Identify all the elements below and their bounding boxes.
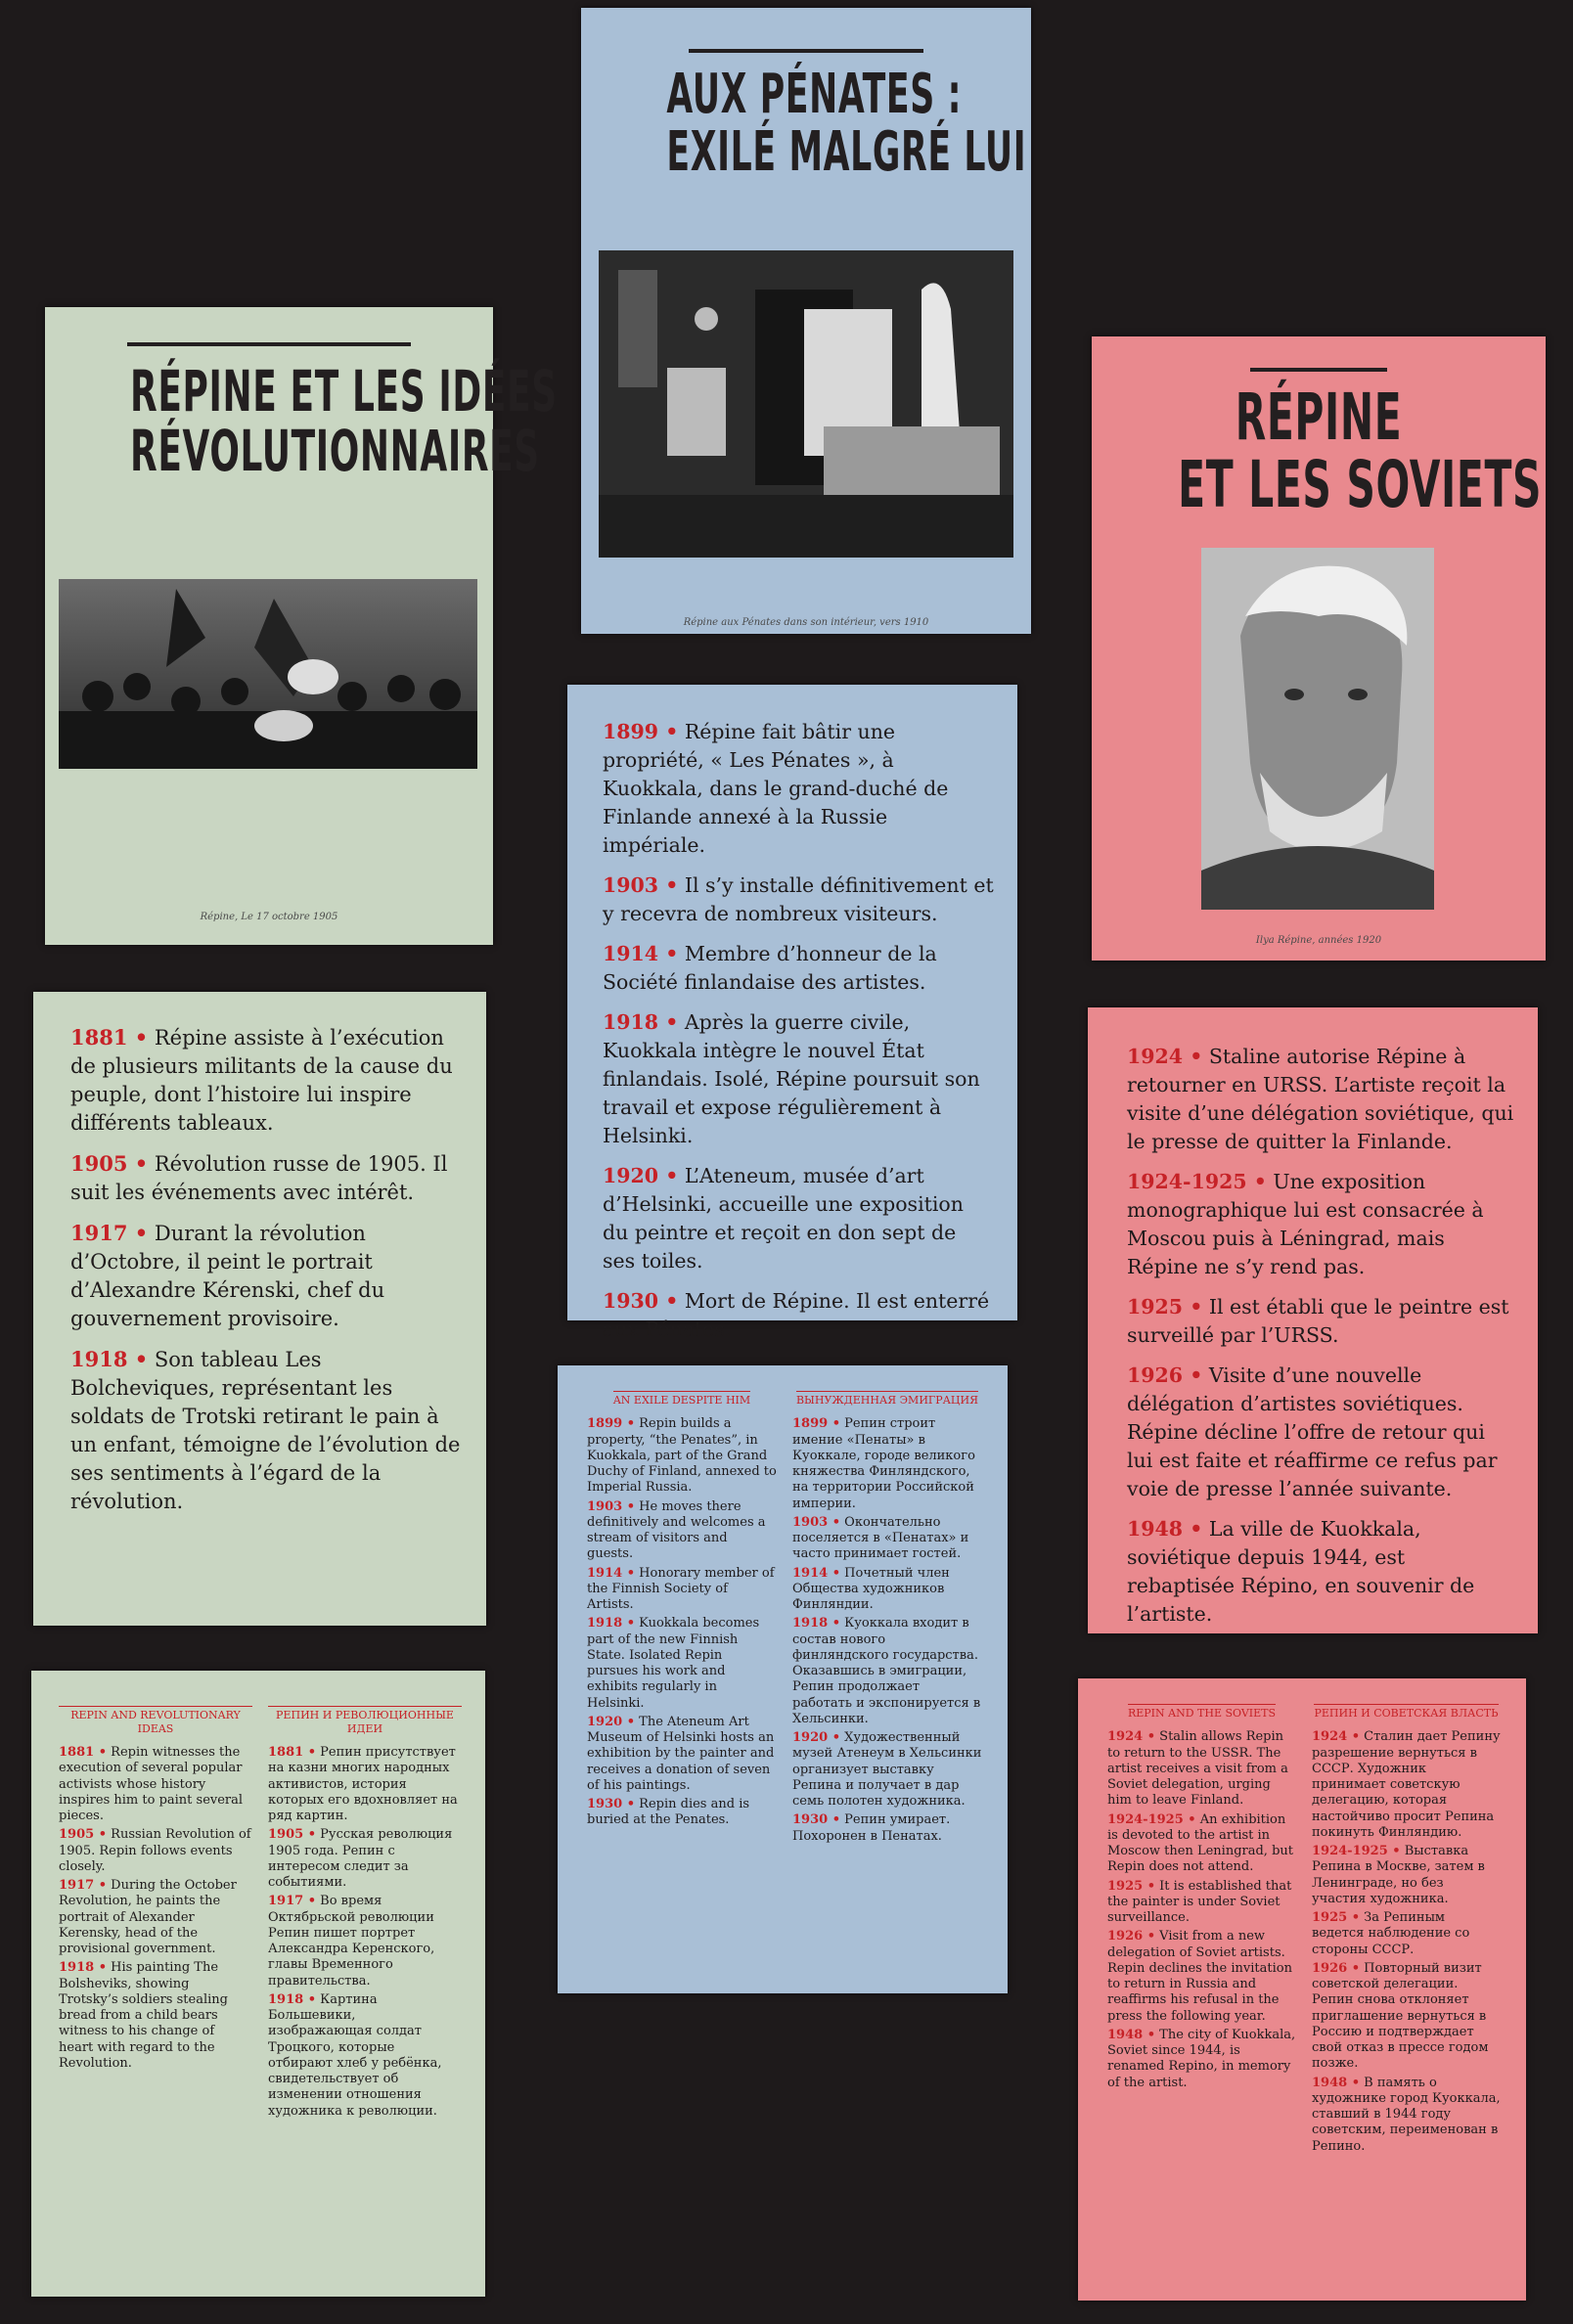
timeline-entry [603,1287,994,1344]
entry-text: В память о художнике город Куоккала, ставший в 1944 году советским, переименован в Репино. [1312,2075,1501,2154]
entry-year: 1926 • [1312,1961,1360,1976]
english-column [1107,1704,1296,2158]
timeline-entry [1127,1362,1516,1503]
timeline-year: 1920 • [603,1164,678,1187]
entry-text: It is established that the painter is under Soviet surveillance. [1107,1878,1292,1925]
entry-text: Honorary member of the Finnish Society of Artists. [587,1565,775,1612]
english-entry [1107,1729,1296,1809]
entry-year: 1905 • [268,1827,316,1842]
timeline-text: Mort de Répine. Il est enterré aux Pénates. [603,1289,990,1341]
timeline-text: Durant la révolution d’Octobre, il peint le portrait d’Alexandre Kérenski, chef du gouvernement provisoire. [70,1222,385,1330]
title-rule [1250,368,1387,372]
entry-year: 1926 • [1107,1929,1155,1944]
entry-year: 1917 • [268,1894,316,1908]
soviets-caption: Ilya Répine, années 1920 [1255,935,1382,946]
penates-title-panel [581,8,1031,634]
timeline-text: L’Ateneum, musée d’art d’Helsinki, accueille une exposition du peintre et reçoit en don sept de ses toiles. [603,1164,964,1273]
timeline-text: Visite d’une nouvelle délégation d’artistes soviétiques. Répine décline l’offre de retour qui lui est faite et réaffirme ce refus par voie de presse l’année suivante. [1127,1363,1498,1500]
english-entry [1107,1929,1296,2025]
timeline-entry [1127,1043,1516,1156]
english-heading: REPIN AND REVOLUTIONARY IDEAS [59,1706,252,1736]
entry-year: 1920 • [587,1715,635,1729]
revolution-translation-panel [31,1671,485,2297]
entry-year: 1914 • [792,1566,840,1581]
russian-heading: РЕПИН И РЕВОЛЮЦИОННЫЕ ИДЕИ [268,1706,462,1736]
timeline-year: 1903 • [603,873,678,897]
timeline-entry [70,1219,462,1333]
english-entry [59,1827,252,1875]
russian-entry [268,1827,462,1891]
russian-entry [268,1992,462,2120]
timeline-text: Il est établi que le peintre est surveillé par l’URSS. [1127,1295,1509,1347]
entry-year: 1918 • [587,1616,635,1631]
entry-year: 1925 • [1107,1879,1155,1894]
entry-year: 1918 • [59,1960,107,1975]
timeline-text: Membre d’honneur de la Société finlandaise des artistes. [603,942,937,994]
entry-year: 1905 • [59,1827,107,1842]
timeline-year: 1905 • [70,1151,148,1176]
timeline-entry [603,872,994,928]
russian-entry [792,1515,982,1563]
english-entry [59,1878,252,1957]
title-line-2: EXILÉ MALGRÉ LUI [666,119,1027,184]
revolution-painting-photo [59,579,477,769]
timeline-year: 1914 • [603,942,678,965]
timeline-entry [1127,1515,1516,1629]
title-line-1: RÉPINE [1235,380,1403,455]
entry-text: За Репиным ведется наблюдение со стороны СССР. [1312,1910,1470,1957]
entry-year: 1925 • [1312,1910,1360,1925]
entry-year: 1930 • [587,1797,635,1811]
entry-year: 1917 • [59,1878,107,1893]
entry-year: 1899 • [587,1416,635,1431]
english-column [587,1391,777,1848]
english-column [59,1706,252,2123]
title-rule [127,342,411,346]
timeline-entry [603,1008,994,1150]
timeline-year: 1917 • [70,1221,148,1245]
entry-text: Repin witnesses the execution of several popular activists whose history inspires him to paint several pieces. [59,1745,244,1823]
timeline-year: 1918 • [70,1347,148,1371]
entry-text: Повторный визит советской делегации. Репин снова отклоняет приглашение вернуться в Россию и подтверждает свой отказ в прессе годом позже. [1312,1960,1489,2072]
entry-text: Visit from a new delegation of Soviet artists. Repin declines the invitation to return in Russia and reaffirms his refusal in the press the following year. [1107,1929,1292,2024]
soviets-timeline-panel [1088,1007,1538,1633]
english-entry [1107,1812,1296,1876]
russian-entry [792,1730,982,1810]
russian-entry [792,1812,982,1845]
timeline-text: Son tableau Les Bolcheviques, représentant les soldats de Trotski retirant le pain à un enfant, témoigne de l’évolution de ses sentiments à l’égard de la révolution. [70,1348,461,1513]
soviets-title-panel [1092,336,1546,961]
entry-text: Репин умирает. Похоронен в Пенатах. [792,1812,951,1844]
english-entry [587,1616,777,1712]
russian-entry [268,1745,462,1824]
soviets-title [1178,380,1543,523]
entry-text: Russian Revolution of 1905. Repin follows events closely. [59,1827,251,1874]
entry-text: Почетный член Общества художников Финляндии. [792,1565,950,1612]
russian-entry [1312,2076,1501,2155]
english-entry [587,1715,777,1794]
timeline-entry [1127,1168,1516,1281]
translation-columns [1107,1704,1501,2158]
entry-text: Репин строит имение «Пенаты» в Куоккале, городе великого княжества Финляндского, на территории Российской империи. [792,1416,975,1511]
russian-entry [1312,1961,1501,2073]
english-entry [59,1745,252,1824]
entry-text: Репин присутствует на казни многих народных активистов, история которых его вдохновляет на ряд картин. [268,1745,458,1823]
penates-translation-panel [558,1365,1008,1993]
timeline-year: 1881 • [70,1025,148,1050]
timeline-year: 1918 • [603,1010,678,1034]
english-entry [59,1960,252,2072]
timeline-year: 1899 • [603,720,678,743]
title-rule [689,49,923,53]
timeline-text: Répine fait bâtir une propriété, « Les Pénates », à Kuokkala, dans le grand-duché de Finlande annexé à la Russie impériale. [603,720,949,857]
timeline-text: La ville de Kuokkala, soviétique depuis 1944, est rebaptisée Répino, en souvenir de l’artiste. [1127,1517,1475,1626]
english-entry [587,1566,777,1614]
entry-text: Во время Октябрьской революции Репин пишет портрет Александра Керенского, главы Временного правительства. [268,1894,435,1989]
entry-text: Выставка Репина в Москве, затем в Ленинграде, но без участия художника. [1312,1844,1485,1906]
timeline-year: 1930 • [603,1289,678,1313]
english-entry [587,1499,777,1563]
russian-entry [268,1894,462,1989]
entry-year: 1914 • [587,1566,635,1581]
entry-year: 1903 • [587,1499,635,1514]
entry-year: 1881 • [268,1745,316,1760]
penates-timeline [603,718,994,1356]
entry-year: 1948 • [1107,2028,1155,2042]
russian-heading: РЕПИН И СОВЕТСКАЯ ВЛАСТЬ [1314,1704,1498,1721]
entry-text: Repin builds a property, “the Penates”, in Kuokkala, part of the Grand Duchy of Finland, annexed to Imperial Russia. [587,1416,777,1496]
timeline-entry [70,1345,462,1516]
entry-text: The city of Kuokkala, Soviet since 1944, is renamed Repino, in memory of the artist. [1107,2027,1296,2090]
entry-text: The Ateneum Art Museum of Helsinki hosts an exhibition by the painter and receives a donation of seven of his paintings. [587,1714,775,1793]
entry-year: 1924-1925 • [1312,1844,1401,1858]
entry-year: 1881 • [59,1745,107,1760]
english-entry [1107,1879,1296,1927]
timeline-entry [603,1162,994,1275]
entry-year: 1924 • [1107,1729,1155,1744]
entry-year: 1920 • [792,1730,840,1745]
timeline-year: 1924 • [1127,1045,1202,1068]
russian-entry [792,1616,982,1727]
title-line-1: RÉPINE ET LES IDÉES [130,358,558,425]
entry-text: His painting The Bolsheviks, showing Trotsky’s soldiers stealing bread from a child bears witness to his change of heart with regard to the Revolution. [59,1960,228,2071]
entry-text: Картина Большевики, изображающая солдат Троцкого, которые отбирают хлеб у ребёнка, свидетельствует об изменении отношения художника к революции. [268,1991,442,2119]
penates-interior-photo [599,250,1013,558]
entry-year: 1924-1925 • [1107,1812,1196,1827]
timeline-year: 1926 • [1127,1363,1202,1387]
timeline-text: Il s’y installe définitivement et y recevra de nombreux visiteurs. [603,873,994,925]
revolution-title-panel [45,307,558,945]
english-heading: REPIN AND THE SOVIETS [1128,1704,1276,1721]
revolution-timeline-panel [33,992,486,1626]
timeline-entry [1127,1293,1516,1350]
revolution-title [130,358,558,484]
title-line-1: AUX PÉNATES : [666,63,963,126]
timeline-entry [70,1149,462,1207]
english-entry [1107,2028,1296,2091]
soviets-translation-panel [1078,1678,1526,2301]
timeline-entry [603,940,994,997]
entry-year: 1899 • [792,1416,840,1431]
entry-year: 1924 • [1312,1729,1360,1744]
entry-text: Русская революция 1905 года. Репин с интересом следит за событиями. [268,1827,453,1890]
russian-column [792,1391,982,1848]
russian-entry [1312,1910,1501,1958]
soviets-timeline [1127,1043,1516,1640]
english-heading: AN EXILE DESPITE HIM [613,1391,750,1408]
russian-heading: ВЫНУЖДЕННАЯ ЭМИГРАЦИЯ [796,1391,978,1408]
timeline-text: Une exposition monographique lui est consacrée à Moscou puis à Léningrad, mais Répine ne s’y rend pas. [1127,1170,1484,1278]
timeline-year: 1948 • [1127,1517,1202,1541]
entry-year: 1948 • [1312,2076,1360,2090]
timeline-entry [70,1023,462,1138]
penates-caption: Répine aux Pénates dans son intérieur, vers 1910 [683,617,929,628]
entry-text: Kuokkala becomes part of the new Finnish State. Isolated Repin pursues his work and exhibits regularly in Helsinki. [587,1616,760,1711]
entry-text: Окончательно поселяется в «Пенатах» и часто принимает гостей. [792,1514,969,1562]
entry-year: 1918 • [792,1616,840,1631]
entry-text: Stalin allows Repin to return to the USSR. The artist receives a visit from a Soviet delegation, urging him to leave Finland. [1107,1729,1288,1809]
russian-entry [792,1566,982,1614]
revolution-caption: Répine, Le 17 octobre 1905 [200,912,338,922]
russian-entry [1312,1844,1501,1907]
timeline-text: Après la guerre civile, Kuokkala intègre le nouvel État finlandais. Isolé, Répine poursuit son travail et expose régulièrement à Helsinki. [603,1010,980,1147]
entry-text: Repin dies and is buried at the Penates. [587,1797,750,1828]
russian-column [1312,1704,1501,2158]
entry-text: During the October Revolution, he paints the portrait of Alexander Kerensky, head of the provisional government. [59,1878,237,1956]
entry-text: Сталин дает Репину разрешение вернуться в СССР. Художник принимает советскую делегацию, которая настойчиво просит Репина покинуть Финляндию. [1312,1729,1501,1840]
russian-column [268,1706,462,2123]
russian-entry [1312,1729,1501,1841]
timeline-year: 1925 • [1127,1295,1202,1318]
timeline-text: Staline autorise Répine à retourner en URSS. L’artiste reçoit la visite d’une délégation soviétique, qui le presse de quitter la Finlande. [1127,1045,1514,1153]
timeline-entry [603,718,994,860]
entry-text: He moves there definitively and welcomes a stream of visitors and guests. [587,1498,766,1562]
penates-title [666,63,1027,184]
entry-text: Куоккала входит в состав нового финляндского государства. Оказавшись в эмиграции, Репин продолжает работать и экспонируется в Хельсинки. [792,1616,981,1726]
english-entry [587,1797,777,1829]
entry-year: 1903 • [792,1515,840,1530]
title-line-2: RÉVOLUTIONNAIRES [130,417,540,484]
repin-portrait-photo [1201,548,1434,910]
entry-text: An exhibition is devoted to the artist in Moscow then Leningrad, but Repin does not attend. [1107,1811,1293,1875]
title-line-2: ET LES SOVIETS [1178,447,1543,523]
timeline-text: Répine assiste à l’exécution de plusieurs militants de la cause du peuple, dont l’histoire lui inspire différents tableaux. [70,1026,453,1135]
revolution-timeline [70,1023,462,1528]
entry-text: Художественный музей Атенеум в Хельсинки организует выставку Репина и получает в дар семь полотен художника. [792,1730,982,1809]
english-entry [587,1416,777,1496]
timeline-year: 1924-1925 • [1127,1170,1267,1193]
timeline-text: Révolution russe de 1905. Il suit les événements avec intérêt. [70,1152,448,1204]
russian-entry [792,1416,982,1512]
entry-year: 1930 • [792,1812,840,1827]
penates-timeline-panel [567,685,1017,1341]
translation-columns [59,1706,462,2123]
entry-year: 1918 • [268,1992,316,2007]
translation-columns [587,1391,982,1848]
